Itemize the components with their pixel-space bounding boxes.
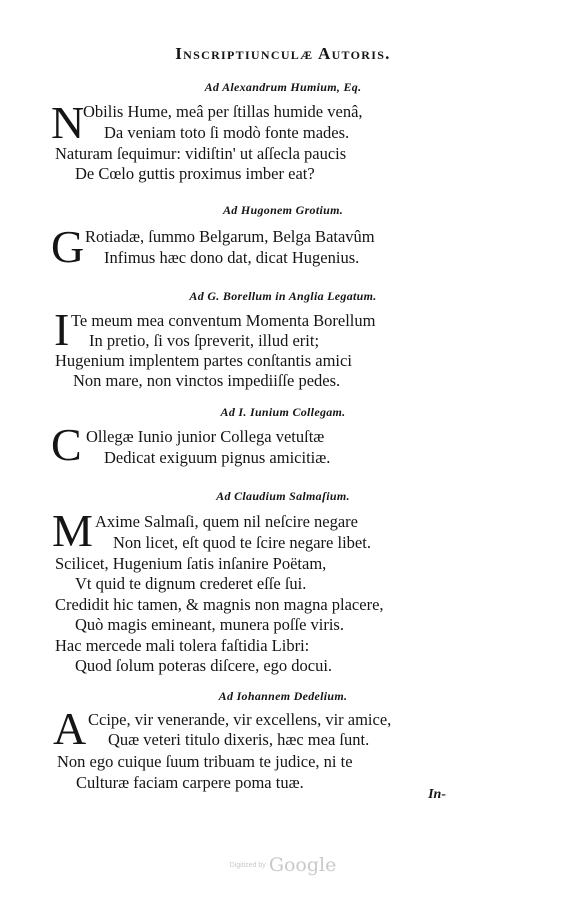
verse-line: Naturam ſequimur: vidiſtin' ut aſſecla paucis xyxy=(55,144,347,163)
google-logo: Google xyxy=(268,854,337,876)
verse-line: De Cœlo guttis proximus imber eat? xyxy=(75,164,315,183)
verse-line: Te meum mea conventum Momenta Borellum xyxy=(71,311,376,330)
drop-cap: A xyxy=(53,703,87,754)
verse-line: Hugenium implentem partes conſtantis amici xyxy=(55,351,352,370)
verse-line: Credidit hic tamen, & magnis non magna placere, xyxy=(55,595,384,614)
poem-title: Ad I. Iunium Collegam. xyxy=(220,405,346,419)
poem-title: Ad Hugonem Grotium. xyxy=(222,203,344,217)
verse-line: Non ego cuique ſuum tribuam te judice, ni te xyxy=(57,752,353,771)
verse-line: Vt quid te dignum crederet eſſe ſui. xyxy=(75,574,307,593)
verse-line: Non mare, non vinctos impediiſſe pedes. xyxy=(73,371,341,390)
verse-line: Non licet, eſt quod te ſcire negare libet. xyxy=(113,533,371,552)
drop-cap: M xyxy=(52,505,93,556)
digitization-watermark xyxy=(0,854,566,876)
poem-title: Ad G. Borellum in Anglia Legatum. xyxy=(189,289,377,303)
verse-line: Scilicet, Hugenium ſatis inſanire Poëtam, xyxy=(55,554,327,573)
drop-cap: I xyxy=(54,304,70,355)
verse-line: Quò magis emineant, munera poſſe viris. xyxy=(75,615,344,634)
verse-line: Obilis Hume, meâ per ſtillas humide venâ, xyxy=(83,102,363,121)
verse-line: Quæ veteri titulo dixeris, hæc mea ſunt. xyxy=(108,730,370,749)
verse-line: Da veniam toto ſi modò fonte mades. xyxy=(104,123,350,142)
verse-line: Culturæ faciam carpere poma tuæ. xyxy=(76,773,304,792)
verse-line: Axime Salmaſi, quem nil neſcire negare xyxy=(95,512,358,531)
watermark-prefix: Digitized by xyxy=(229,861,266,869)
verse-line: Ccipe, vir venerande, vir excellens, vir amice, xyxy=(88,710,392,729)
drop-cap: C xyxy=(51,419,82,470)
poem-title: Ad Iohannem Dedelium. xyxy=(218,689,348,703)
poem-title: Ad Claudium Salmaſium. xyxy=(216,489,350,503)
poem-title: Ad Alexandrum Humium, Eq. xyxy=(204,80,362,94)
verse-line: Dedicat exiguum pignus amicitiæ. xyxy=(104,448,331,467)
running-head: Inscriptiunculæ Autoris. xyxy=(175,44,391,63)
verse-line: Rotiadæ, ſummo Belgarum, Belga Batavûm xyxy=(85,227,375,246)
verse-line: Hac mercede mali tolera faſtidia Libri: xyxy=(55,636,310,655)
verse-line: Ollegæ Iunio junior Collega vetuſtæ xyxy=(86,427,325,446)
verse-line: Infimus hæc dono dat, dicat Hugenius. xyxy=(104,248,360,267)
drop-cap: G xyxy=(51,221,85,272)
catchword: In- xyxy=(428,787,446,802)
verse-line: Quod ſolum poteras diſcere, ego docui. xyxy=(75,656,333,675)
drop-cap: N xyxy=(51,97,85,148)
verse-line: In pretio, ſi vos ſpreverit, illud erit; xyxy=(89,331,320,350)
